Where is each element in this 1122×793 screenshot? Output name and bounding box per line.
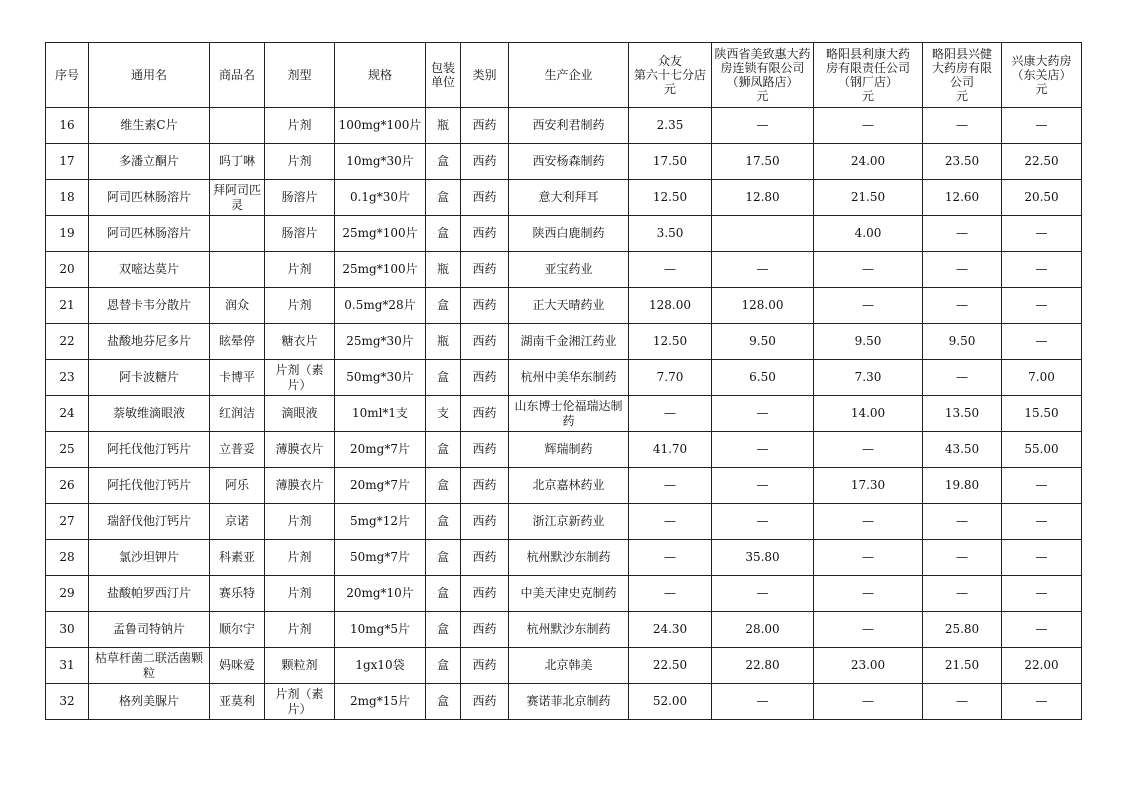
cell-form: 片剂 [265, 576, 335, 612]
cell-maker: 北京韩美 [509, 648, 629, 684]
cell-category: 西药 [461, 360, 509, 396]
cell-unit: 盒 [426, 648, 461, 684]
cell-brand: 吗丁啉 [210, 144, 265, 180]
cell-generic_name: 盐酸地芬尼多片 [89, 324, 210, 360]
cell-p1: 52.00 [629, 684, 712, 720]
column-header-line: 陕西省美致惠大药 [714, 47, 811, 61]
cell-spec: 10ml*1支 [335, 396, 426, 432]
cell-p4: 9.50 [923, 324, 1002, 360]
cell-p5: — [1002, 684, 1082, 720]
cell-generic_name: 盐酸帕罗西汀片 [89, 576, 210, 612]
cell-unit: 盒 [426, 432, 461, 468]
cell-unit: 盒 [426, 144, 461, 180]
cell-brand: 红润洁 [210, 396, 265, 432]
cell-p2: — [712, 468, 814, 504]
column-header-maker [509, 43, 629, 108]
cell-spec: 25mg*100片 [335, 252, 426, 288]
cell-brand: 眩晕停 [210, 324, 265, 360]
cell-p3: 7.30 [814, 360, 923, 396]
cell-generic_name: 维生素C片 [89, 108, 210, 144]
cell-form: 片剂 [265, 540, 335, 576]
column-header-line: （钢厂店） [837, 75, 898, 89]
column-header-line: 兴康大药房 [1011, 54, 1072, 68]
cell-brand [210, 108, 265, 144]
cell-form: 滴眼液 [265, 396, 335, 432]
cell-unit: 瓶 [426, 324, 461, 360]
cell-maker: 北京嘉林药业 [509, 468, 629, 504]
cell-p5: — [1002, 252, 1082, 288]
cell-unit: 盒 [426, 360, 461, 396]
cell-category: 西药 [461, 396, 509, 432]
column-header-line: （东关店） [1011, 68, 1072, 82]
cell-no: 21 [46, 288, 89, 324]
cell-p5: — [1002, 504, 1082, 540]
cell-generic_name: 枯草杆菌二联活菌颗粒 [89, 648, 210, 684]
column-header-category [461, 43, 509, 108]
column-header-p4 [923, 43, 1002, 108]
cell-p4: — [923, 108, 1002, 144]
cell-form: 薄膜衣片 [265, 432, 335, 468]
cell-generic_name: 恩替卡韦分散片 [89, 288, 210, 324]
cell-category: 西药 [461, 144, 509, 180]
cell-maker: 正大天晴药业 [509, 288, 629, 324]
cell-p4: — [923, 576, 1002, 612]
cell-maker: 中美天津史克制药 [509, 576, 629, 612]
column-header-line: 序号 [54, 68, 79, 82]
column-header-line: 元 [861, 89, 874, 103]
cell-p5: — [1002, 108, 1082, 144]
column-header-line: 类别 [472, 68, 497, 82]
cell-category: 西药 [461, 684, 509, 720]
cell-form: 片剂 [265, 144, 335, 180]
cell-p1: 41.70 [629, 432, 712, 468]
cell-p3: 9.50 [814, 324, 923, 360]
cell-p2: — [712, 432, 814, 468]
cell-brand [210, 252, 265, 288]
cell-no: 29 [46, 576, 89, 612]
cell-p2 [712, 216, 814, 252]
cell-p1: 3.50 [629, 216, 712, 252]
column-header-line: 规格 [367, 68, 392, 82]
cell-unit: 盒 [426, 612, 461, 648]
cell-p2: 35.80 [712, 540, 814, 576]
cell-unit: 瓶 [426, 108, 461, 144]
cell-unit: 盒 [426, 216, 461, 252]
cell-p3: — [814, 108, 923, 144]
column-header-no [46, 43, 89, 108]
cell-category: 西药 [461, 216, 509, 252]
cell-p3: 14.00 [814, 396, 923, 432]
column-header-line: 通用名 [130, 68, 167, 82]
cell-category: 西药 [461, 540, 509, 576]
cell-unit: 盒 [426, 684, 461, 720]
table-row [46, 468, 1082, 504]
column-header-line: 第六十七分店 [633, 68, 706, 82]
column-header-p5 [1002, 43, 1082, 108]
column-header-line: 元 [663, 82, 676, 96]
cell-generic_name: 双嘧达莫片 [89, 252, 210, 288]
cell-spec: 20mg*10片 [335, 576, 426, 612]
cell-p3: — [814, 576, 923, 612]
cell-p2: — [712, 396, 814, 432]
cell-no: 17 [46, 144, 89, 180]
cell-category: 西药 [461, 576, 509, 612]
cell-brand: 科素亚 [210, 540, 265, 576]
cell-brand: 赛乐特 [210, 576, 265, 612]
cell-form: 片剂 [265, 108, 335, 144]
cell-p4: — [923, 252, 1002, 288]
cell-no: 16 [46, 108, 89, 144]
column-header-line: 略阳县兴健 [931, 47, 992, 61]
cell-category: 西药 [461, 324, 509, 360]
cell-unit: 盒 [426, 540, 461, 576]
cell-p5: — [1002, 216, 1082, 252]
cell-brand: 卡博平 [210, 360, 265, 396]
cell-no: 30 [46, 612, 89, 648]
cell-p5: 22.50 [1002, 144, 1082, 180]
cell-generic_name: 阿托伐他汀钙片 [89, 432, 210, 468]
cell-unit: 盒 [426, 504, 461, 540]
cell-p1: — [629, 252, 712, 288]
cell-no: 28 [46, 540, 89, 576]
cell-p1: — [629, 576, 712, 612]
table-row [46, 684, 1082, 720]
column-header-brand [210, 43, 265, 108]
column-header-line: 大药房有限 [931, 61, 992, 75]
cell-category: 西药 [461, 612, 509, 648]
cell-maker: 浙江京新药业 [509, 504, 629, 540]
cell-p5: 20.50 [1002, 180, 1082, 216]
column-header-line: 众友 [657, 54, 682, 68]
cell-p2: 128.00 [712, 288, 814, 324]
cell-p2: 22.80 [712, 648, 814, 684]
cell-p3: 4.00 [814, 216, 923, 252]
cell-form: 片剂 [265, 288, 335, 324]
cell-spec: 100mg*100片 [335, 108, 426, 144]
cell-p2: — [712, 684, 814, 720]
cell-brand: 顺尔宁 [210, 612, 265, 648]
table-row [46, 504, 1082, 540]
table-header [46, 43, 1082, 108]
cell-maker: 山东博士伦福瑞达制药 [509, 396, 629, 432]
table-body [46, 108, 1082, 720]
cell-form: 片剂 [265, 504, 335, 540]
cell-p2: — [712, 108, 814, 144]
cell-category: 西药 [461, 108, 509, 144]
table-row [46, 360, 1082, 396]
table-row [46, 144, 1082, 180]
cell-generic_name: 阿司匹林肠溶片 [89, 180, 210, 216]
column-header-line: 房连锁有限公司 [720, 61, 805, 75]
cell-p2: 12.80 [712, 180, 814, 216]
cell-form: 糖衣片 [265, 324, 335, 360]
cell-p5: 55.00 [1002, 432, 1082, 468]
cell-p4: — [923, 684, 1002, 720]
table-row [46, 540, 1082, 576]
column-header-line: 元 [1035, 82, 1048, 96]
cell-no: 25 [46, 432, 89, 468]
cell-p4: — [923, 216, 1002, 252]
cell-p3: — [814, 432, 923, 468]
cell-p3: — [814, 252, 923, 288]
column-header-line: 公司 [949, 75, 974, 89]
cell-p4: 12.60 [923, 180, 1002, 216]
cell-maker: 意大利拜耳 [509, 180, 629, 216]
cell-p1: 12.50 [629, 324, 712, 360]
cell-unit: 盒 [426, 468, 461, 504]
cell-p2: 9.50 [712, 324, 814, 360]
cell-p1: 17.50 [629, 144, 712, 180]
column-header-generic_name [89, 43, 210, 108]
table-row [46, 216, 1082, 252]
cell-p1: 24.30 [629, 612, 712, 648]
cell-p5: 15.50 [1002, 396, 1082, 432]
cell-spec: 10mg*30片 [335, 144, 426, 180]
cell-p2: — [712, 504, 814, 540]
table-row [46, 288, 1082, 324]
table-row [46, 576, 1082, 612]
cell-p4: 23.50 [923, 144, 1002, 180]
cell-maker: 辉瑞制药 [509, 432, 629, 468]
table-row [46, 396, 1082, 432]
cell-spec: 0.1g*30片 [335, 180, 426, 216]
cell-p2: — [712, 252, 814, 288]
cell-generic_name: 萘敏维滴眼液 [89, 396, 210, 432]
cell-p3: — [814, 540, 923, 576]
column-header-line: 房有限责任公司 [825, 61, 910, 75]
column-header-line: 元 [955, 89, 968, 103]
cell-generic_name: 阿司匹林肠溶片 [89, 216, 210, 252]
cell-p4: 43.50 [923, 432, 1002, 468]
header-row [46, 43, 1082, 108]
cell-maker: 赛诺菲北京制药 [509, 684, 629, 720]
cell-maker: 西安杨森制药 [509, 144, 629, 180]
cell-no: 19 [46, 216, 89, 252]
cell-p4: — [923, 540, 1002, 576]
cell-category: 西药 [461, 468, 509, 504]
cell-p5: 22.00 [1002, 648, 1082, 684]
cell-no: 26 [46, 468, 89, 504]
cell-p5: — [1002, 468, 1082, 504]
cell-no: 20 [46, 252, 89, 288]
cell-maker: 亚宝药业 [509, 252, 629, 288]
cell-unit: 盒 [426, 288, 461, 324]
cell-category: 西药 [461, 288, 509, 324]
cell-p1: 12.50 [629, 180, 712, 216]
cell-p4: 21.50 [923, 648, 1002, 684]
cell-no: 22 [46, 324, 89, 360]
cell-spec: 5mg*12片 [335, 504, 426, 540]
cell-p3: 17.30 [814, 468, 923, 504]
column-header-line: 元 [756, 89, 769, 103]
cell-spec: 20mg*7片 [335, 432, 426, 468]
cell-p1: — [629, 504, 712, 540]
cell-maker: 杭州默沙东制药 [509, 612, 629, 648]
cell-no: 24 [46, 396, 89, 432]
cell-unit: 瓶 [426, 252, 461, 288]
cell-p3: 21.50 [814, 180, 923, 216]
cell-form: 颗粒剂 [265, 648, 335, 684]
cell-p3: — [814, 504, 923, 540]
cell-maker: 西安利君制药 [509, 108, 629, 144]
cell-spec: 25mg*30片 [335, 324, 426, 360]
cell-form: 片剂 [265, 252, 335, 288]
cell-p2: 6.50 [712, 360, 814, 396]
table-row [46, 432, 1082, 468]
column-header-unit [426, 43, 461, 108]
cell-brand: 阿乐 [210, 468, 265, 504]
cell-generic_name: 阿卡波糖片 [89, 360, 210, 396]
column-header-line: 剂型 [287, 68, 312, 82]
cell-no: 32 [46, 684, 89, 720]
cell-form: 片剂（素片） [265, 684, 335, 720]
cell-generic_name: 格列美脲片 [89, 684, 210, 720]
cell-generic_name: 孟鲁司特钠片 [89, 612, 210, 648]
cell-spec: 50mg*7片 [335, 540, 426, 576]
table-row [46, 108, 1082, 144]
cell-unit: 支 [426, 396, 461, 432]
column-header-form [265, 43, 335, 108]
cell-generic_name: 阿托伐他汀钙片 [89, 468, 210, 504]
cell-maker: 湖南千金湘江药业 [509, 324, 629, 360]
column-header-line: 生产企业 [544, 68, 593, 82]
column-header-line: 略阳县利康大药 [825, 47, 910, 61]
cell-p1: 7.70 [629, 360, 712, 396]
column-header-line: 单位 [430, 75, 455, 89]
cell-p1: — [629, 540, 712, 576]
cell-spec: 25mg*100片 [335, 216, 426, 252]
cell-p3: — [814, 612, 923, 648]
cell-p4: — [923, 360, 1002, 396]
cell-p1: 128.00 [629, 288, 712, 324]
cell-p3: 23.00 [814, 648, 923, 684]
cell-no: 31 [46, 648, 89, 684]
cell-maker: 陕西白鹿制药 [509, 216, 629, 252]
cell-p1: — [629, 468, 712, 504]
table-row [46, 180, 1082, 216]
cell-form: 薄膜衣片 [265, 468, 335, 504]
cell-unit: 盒 [426, 576, 461, 612]
cell-spec: 10mg*5片 [335, 612, 426, 648]
cell-generic_name: 瑞舒伐他汀钙片 [89, 504, 210, 540]
cell-p3: 24.00 [814, 144, 923, 180]
cell-form: 肠溶片 [265, 180, 335, 216]
cell-p2: 17.50 [712, 144, 814, 180]
cell-no: 18 [46, 180, 89, 216]
table-row [46, 648, 1082, 684]
cell-brand: 润众 [210, 288, 265, 324]
cell-spec: 50mg*30片 [335, 360, 426, 396]
cell-category: 西药 [461, 252, 509, 288]
cell-spec: 2mg*15片 [335, 684, 426, 720]
cell-category: 西药 [461, 504, 509, 540]
column-header-line: 包装 [430, 61, 455, 75]
cell-p1: 22.50 [629, 648, 712, 684]
column-header-p1 [629, 43, 712, 108]
cell-p4: 13.50 [923, 396, 1002, 432]
cell-category: 西药 [461, 648, 509, 684]
cell-maker: 杭州默沙东制药 [509, 540, 629, 576]
cell-generic_name: 多潘立酮片 [89, 144, 210, 180]
cell-brand: 京诺 [210, 504, 265, 540]
cell-p4: — [923, 504, 1002, 540]
cell-form: 肠溶片 [265, 216, 335, 252]
drug-price-table [45, 42, 1082, 720]
table-row [46, 324, 1082, 360]
cell-maker: 杭州中美华东制药 [509, 360, 629, 396]
cell-form: 片剂（素片） [265, 360, 335, 396]
table-row [46, 612, 1082, 648]
cell-no: 27 [46, 504, 89, 540]
cell-p2: — [712, 576, 814, 612]
cell-p1: 2.35 [629, 108, 712, 144]
cell-p4: 19.80 [923, 468, 1002, 504]
cell-unit: 盒 [426, 180, 461, 216]
cell-form: 片剂 [265, 612, 335, 648]
column-header-line: （狮凤路店） [726, 75, 799, 89]
cell-p2: 28.00 [712, 612, 814, 648]
cell-p5: — [1002, 576, 1082, 612]
cell-p5: — [1002, 540, 1082, 576]
cell-p5: — [1002, 324, 1082, 360]
cell-spec: 20mg*7片 [335, 468, 426, 504]
cell-p5: 7.00 [1002, 360, 1082, 396]
cell-brand: 妈咪爱 [210, 648, 265, 684]
column-header-p2 [712, 43, 814, 108]
cell-p1: — [629, 396, 712, 432]
column-header-p3 [814, 43, 923, 108]
cell-spec: 0.5mg*28片 [335, 288, 426, 324]
cell-p4: 25.80 [923, 612, 1002, 648]
cell-p3: — [814, 684, 923, 720]
column-header-spec [335, 43, 426, 108]
cell-brand: 立普妥 [210, 432, 265, 468]
cell-p4: — [923, 288, 1002, 324]
cell-brand [210, 216, 265, 252]
cell-brand: 拜阿司匹灵 [210, 180, 265, 216]
cell-p3: — [814, 288, 923, 324]
table-row [46, 252, 1082, 288]
cell-category: 西药 [461, 180, 509, 216]
cell-brand: 亚莫利 [210, 684, 265, 720]
cell-no: 23 [46, 360, 89, 396]
cell-category: 西药 [461, 432, 509, 468]
cell-spec: 1gx10袋 [335, 648, 426, 684]
cell-p5: — [1002, 612, 1082, 648]
cell-generic_name: 氯沙坦钾片 [89, 540, 210, 576]
column-header-line: 商品名 [218, 68, 255, 82]
cell-p5: — [1002, 288, 1082, 324]
